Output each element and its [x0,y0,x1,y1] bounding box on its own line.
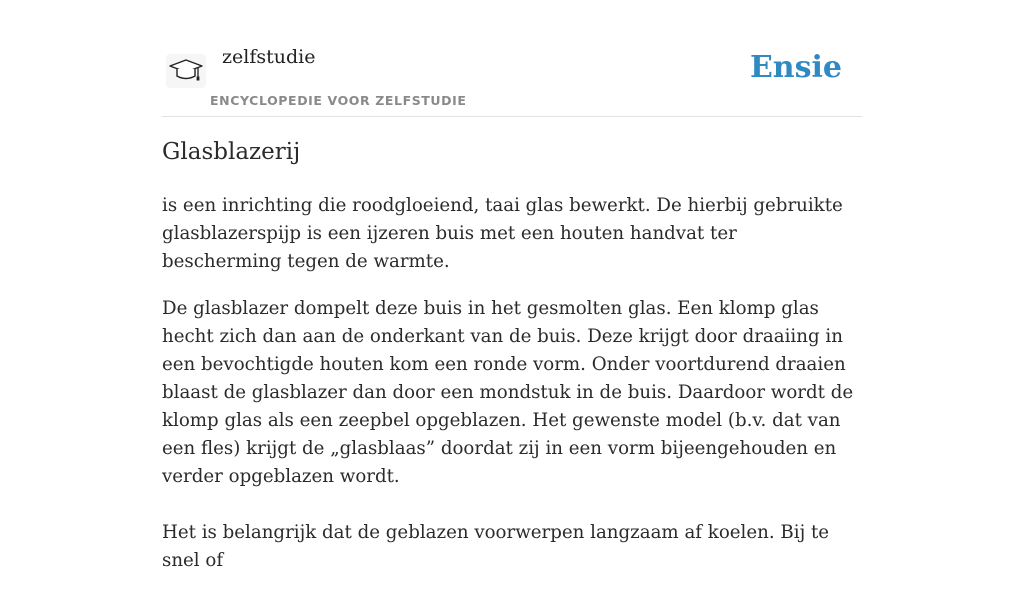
site-header [162,0,862,117]
graduation-cap-icon[interactable] [166,54,206,88]
site-name[interactable]: zelfstudie [222,46,316,68]
article-paragraph: is een inrichting die roodgloeiend, taai glas bewerkt. De hierbij gebruikte glasblazerspijp is een ijzeren buis met een houten handvat ter bescherming tegen de warmte. [162,195,843,272]
site-tagline: ENCYCLOPEDIE VOOR ZELFSTUDIE [210,93,467,108]
article-paragraph: Het is belangrijk dat de geblazen voorwerpen langzaam af koelen. Bij te snel of [162,522,830,571]
brand-logo-link[interactable]: Ensie [749,50,842,85]
page [162,0,862,571]
article-body [162,192,862,594]
article-title: Glasblazerij [162,139,301,165]
article-paragraph: De glasblazer dompelt deze buis in het gesmolten glas. Een klomp glas hecht zich dan aan de onderkant van de buis. Deze krijgt door draaiing in een bevochtigde houten kom een ronde vorm. Onder voortdurend draaien blaast de glasblazer dan door een mondstuk in de buis. Daardoor wordt de klomp glas als een zeepbel opgeblazen. Het gewenste model (b.v. dat van een fles) krijgt de „glasblaas” doordat zij in een vorm bijeengehouden en verder opgeblazen wordt. [162,298,854,487]
